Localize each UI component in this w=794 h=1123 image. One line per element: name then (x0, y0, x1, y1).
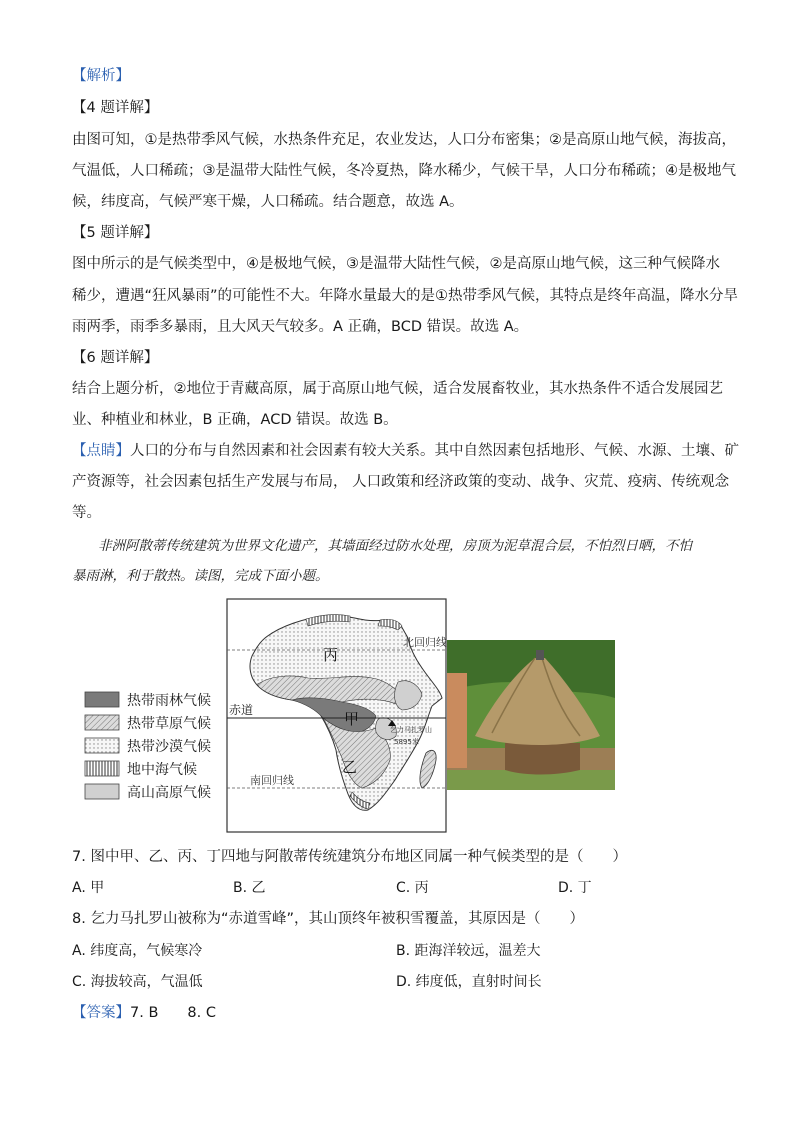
tip-tag: 【点睛】 (72, 443, 130, 459)
legend-label: 热带草原气候 (127, 716, 211, 732)
q5-line: 图中所示的是气候类型中，④是极地气候，③是温带大陆性气候，②是高原山地气候，这三种气候降水 (72, 256, 720, 272)
legend-swatch-savanna (85, 715, 119, 730)
legend-swatch-mediterranean (85, 761, 119, 776)
q8-option-b[interactable]: B. 距海洋较远，温差大 (396, 943, 541, 959)
legend-swatch-desert (85, 738, 119, 753)
tip-line: 产资源等，社会因素包括生产发展与布局， 人口政策和经济政策的变动、战争、灾荒、疫病、传统观念 (72, 474, 730, 490)
q8-option-c[interactable]: C. 海拔较高，气温低 (72, 974, 203, 990)
mountain-elevation: 5895米 (394, 738, 419, 746)
answer-line (72, 1003, 216, 1023)
q6-line: 业、种植业和林业，B 正确，ACD 错误。故选 B。 (72, 412, 398, 428)
legend-swatch-rainforest (85, 692, 119, 707)
tropic-north-label: 北回归线 (403, 636, 447, 649)
intro-line: 暴雨淋，利于散热。读图，完成下面小题。 (72, 568, 329, 584)
q6-line: 结合上题分析，②地位于青藏高原，属于高原山地气候，适合发展畜牧业，其水热条件不适合发展园艺 (72, 381, 723, 397)
analysis-heading: 【解析】 (72, 68, 130, 84)
q4-line: 由图可知，①是热带季风气候，水热条件充足，农业发达，人口分布密集；②是高原山地气候，海拔高， (72, 132, 736, 148)
hut-photo (447, 640, 615, 790)
q7-option-a[interactable]: A. 甲 (72, 880, 105, 896)
africa-climate-figure (80, 598, 620, 834)
legend-label: 热带雨林气候 (127, 693, 211, 709)
q4-heading: 【4 题详解】 (72, 100, 159, 116)
label-jia: 甲 (344, 710, 360, 728)
answer-text: 7. B 8. C (130, 1005, 216, 1021)
q8-stem: 8. 乞力马扎罗山被称为“赤道雪峰”，其山顶终年被积雪覆盖，其原因是（ ） (72, 911, 584, 927)
q4-line: 气温低，人口稀疏；③是温带大陆性气候，冬冷夏热，降水稀少，气候干旱，人口分布稀疏；④是极地气 (72, 163, 736, 179)
legend-swatch-highland (85, 784, 119, 799)
q7-option-b[interactable]: B. 乙 (233, 880, 266, 896)
label-bing: 丙 (323, 646, 339, 664)
figure-svg (80, 598, 620, 834)
tip-line (72, 441, 739, 461)
legend-label: 高山高原气候 (127, 785, 211, 801)
q6-heading: 【6 题详解】 (72, 350, 159, 366)
mountain-label: 乞力马扎罗山 (390, 726, 432, 734)
tip-line: 等。 (72, 505, 101, 521)
q4-line: 候，纬度高，气候严寒干燥，人口稀疏。结合题意，故选 A。 (72, 194, 464, 210)
q8-option-a[interactable]: A. 纬度高，气候寒冷 (72, 943, 203, 959)
q7-option-c[interactable]: C. 丙 (396, 880, 429, 896)
q7-option-d[interactable]: D. 丁 (558, 880, 592, 896)
q5-line: 雨两季，雨季多暴雨，且大风天气较多。A 正确，BCD 错误。故选 A。 (72, 319, 529, 335)
intro-line: 非洲阿散蒂传统建筑为世界文化遗产，其墙面经过防水处理，房顶为泥草混合层，不怕烈日晒，不怕 (98, 538, 692, 554)
equator-label: 赤道 (229, 703, 254, 717)
label-yi: 乙 (342, 758, 358, 776)
tip-text: 人口的分布与自然因素和社会因素有较大关系。其中自然因素包括地形、气候、水源、土壤、矿 (130, 443, 739, 459)
legend (85, 692, 211, 801)
legend-label: 热带沙漠气候 (127, 739, 211, 755)
answer-tag: 【答案】 (72, 1005, 130, 1021)
q8-option-d[interactable]: D. 纬度低，直射时间长 (396, 974, 542, 990)
tropic-south-label: 南回归线 (250, 774, 294, 787)
q5-line: 稀少，遭遇“狂风暴雨”的可能性不大。年降水量最大的是①热带季风气候，其特点是终年高温，降水分旱 (72, 288, 739, 304)
legend-label: 地中海气候 (127, 762, 197, 778)
q7-stem: 7. 图中甲、乙、丙、丁四地与阿散蒂传统建筑分布地区同属一种气候类型的是（ ） (72, 849, 627, 865)
q5-heading: 【5 题详解】 (72, 225, 159, 241)
